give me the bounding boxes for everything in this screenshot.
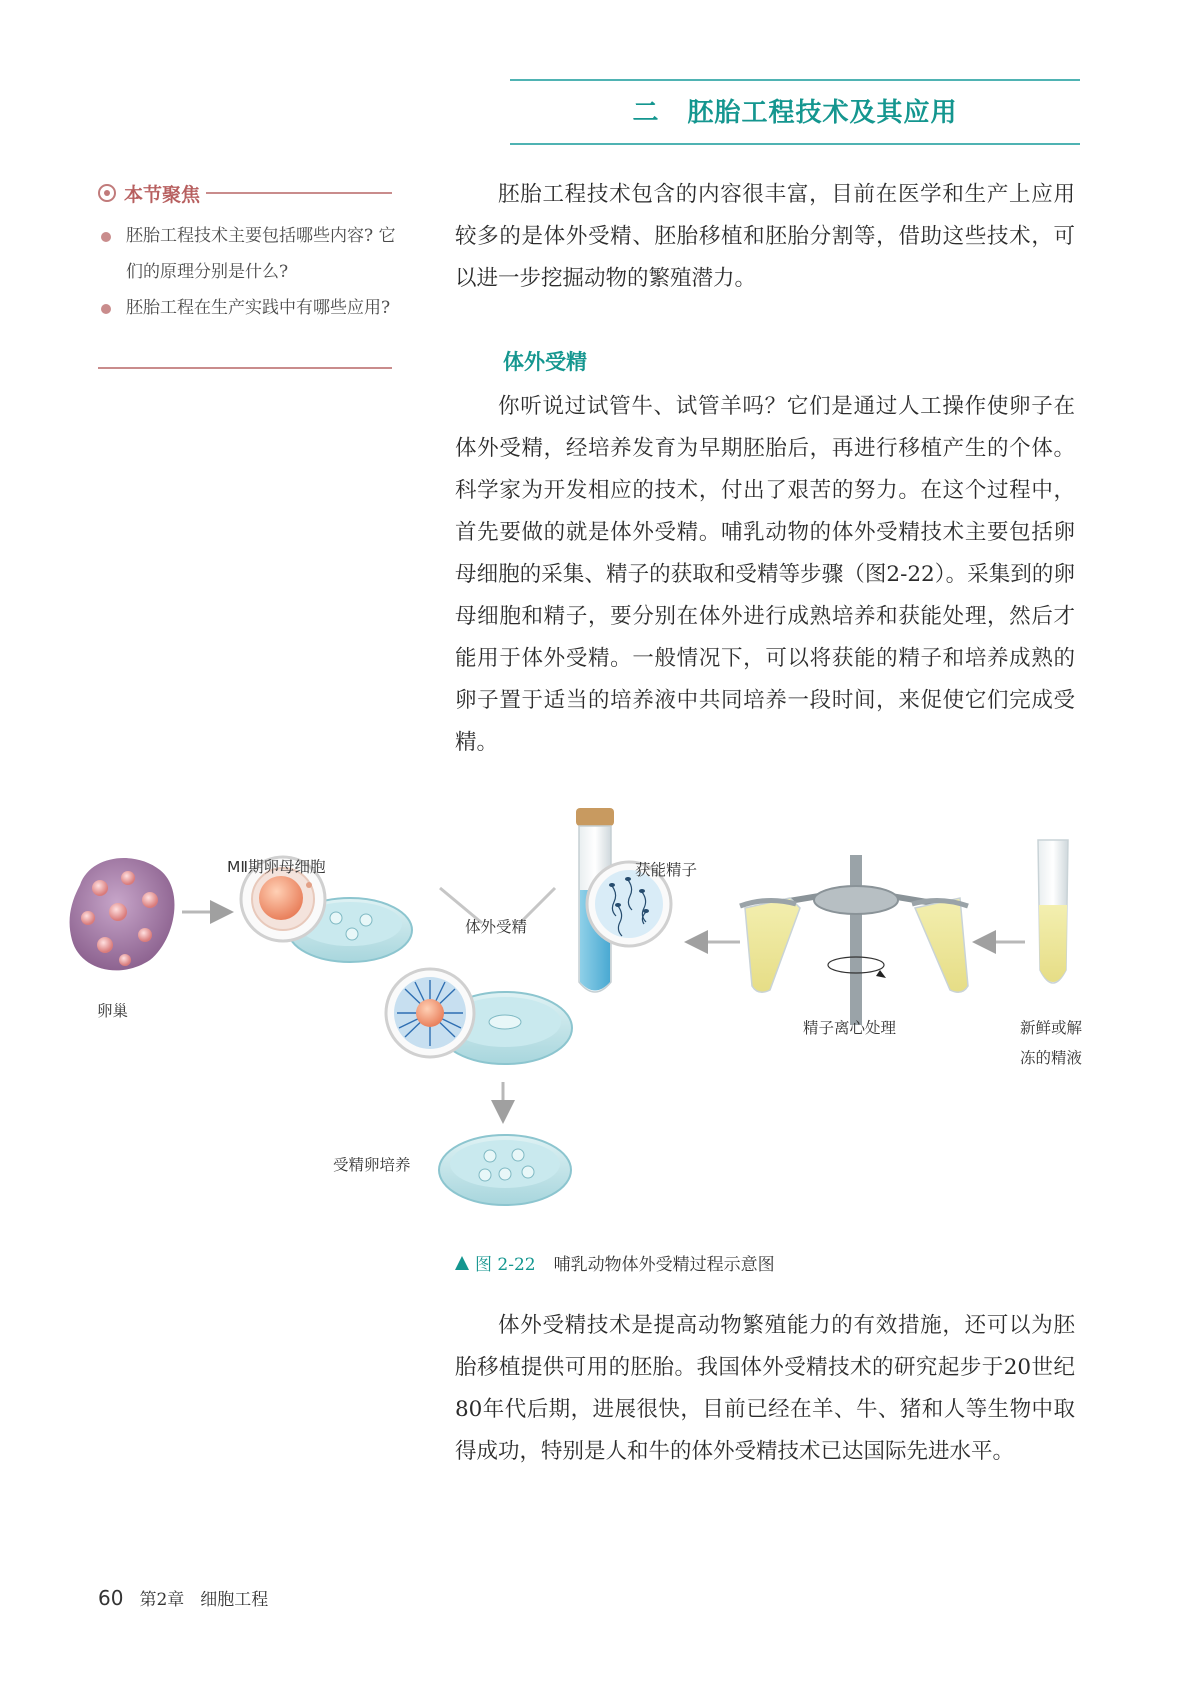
label-ovary: 卵巢 [97,1002,129,1020]
chapter-title: 细胞工程 [200,1590,269,1610]
bullet-icon [101,232,111,242]
label-fertilization: 体外受精 [465,918,528,936]
intro-paragraph: 胚胎工程技术包含的内容很丰富，目前在医学和生产上应用较多的是体外受精、胚胎移植和胚胎分割等，借助这些技术，可以进一步挖掘动物的繁殖潜力。 [455,182,1075,291]
bullet-icon [101,304,111,314]
ivf-process-diagram [0,800,1191,1220]
subsection-heading: 体外受精 [503,350,587,374]
caption-triangle-icon [455,1256,469,1270]
fertilization-magnifier [386,969,474,1057]
focus-bottom-rule [98,367,392,369]
paragraph-conclusion: 体外受精技术是提高动物繁殖能力的有效措施，还可以为胚胎移植提供可用的胚胎。我国体外受精技术的研究起步于20世纪80年代后期，进展很快，目前已经在羊、牛、猪和人等生物中取得成功，特别是人和牛的体外受精技术已达国际先进水平。 [455,1313,1075,1464]
centrifuge-illustration [740,855,968,1025]
section-title [510,92,1080,129]
caption-text: 哺乳动物体外受精过程示意图 [553,1255,775,1275]
focus-question-text: 胚胎工程技术主要包括哪些内容? 它们的原理分别是什么? [126,226,396,282]
page-footer [98,1585,268,1610]
paragraph-ivf: 你听说过试管牛、试管羊吗？它们是通过人工操作使卵子在体外受精，经培养发育为早期胚胎后，再进行移植产生的个体。科学家为开发相应的技术，付出了艰苦的努力。在这个过程中，首先要做的就是体外受精。哺乳动物的体外受精技术主要包括卵母细胞的采集、精子的获取和受精等步骤（图2-22）。采集到的卵母细胞和精子，要分别在体外进行成熟培养和获能处理，然后才能用于体外受精。一般情况下，可以将获能的精子和培养成熟的卵子置于适当的培养液中共同培养一段时间，来促使它们完成受精。 [455,394,1075,755]
header-rule-bottom [510,143,1080,145]
target-icon [98,184,116,202]
label-culture: 受精卵培养 [333,1156,411,1174]
label-centrifuge: 精子离心处理 [803,1019,897,1037]
label-semen-1: 新鲜或解 [1020,1019,1083,1037]
focus-question-2 [98,290,398,326]
focus-question-1 [98,218,398,290]
caption-number: 图 2-22 [475,1255,536,1275]
section-title-text: 胚胎工程技术及其应用 [687,98,958,128]
section-number: 二 [632,98,660,128]
focus-question-text: 胚胎工程在生产实践中有哪些应用? [126,298,391,318]
ovary-illustration [70,858,175,970]
label-semen-2: 冻的精液 [1020,1049,1083,1067]
header-rule-top [510,79,1080,81]
page-number: 60 [98,1586,124,1610]
culture-dish [439,1135,571,1205]
focus-title: 本节聚焦 [124,183,201,206]
chapter-number: 第2章 [139,1590,185,1610]
semen-tube [1038,840,1068,983]
figure-caption [455,1250,775,1275]
label-capacitated-sperm: 获能精子 [635,861,698,879]
focus-divider [206,192,392,194]
focus-header [98,180,392,206]
label-oocyte: MⅡ期卵母细胞 [227,858,326,876]
